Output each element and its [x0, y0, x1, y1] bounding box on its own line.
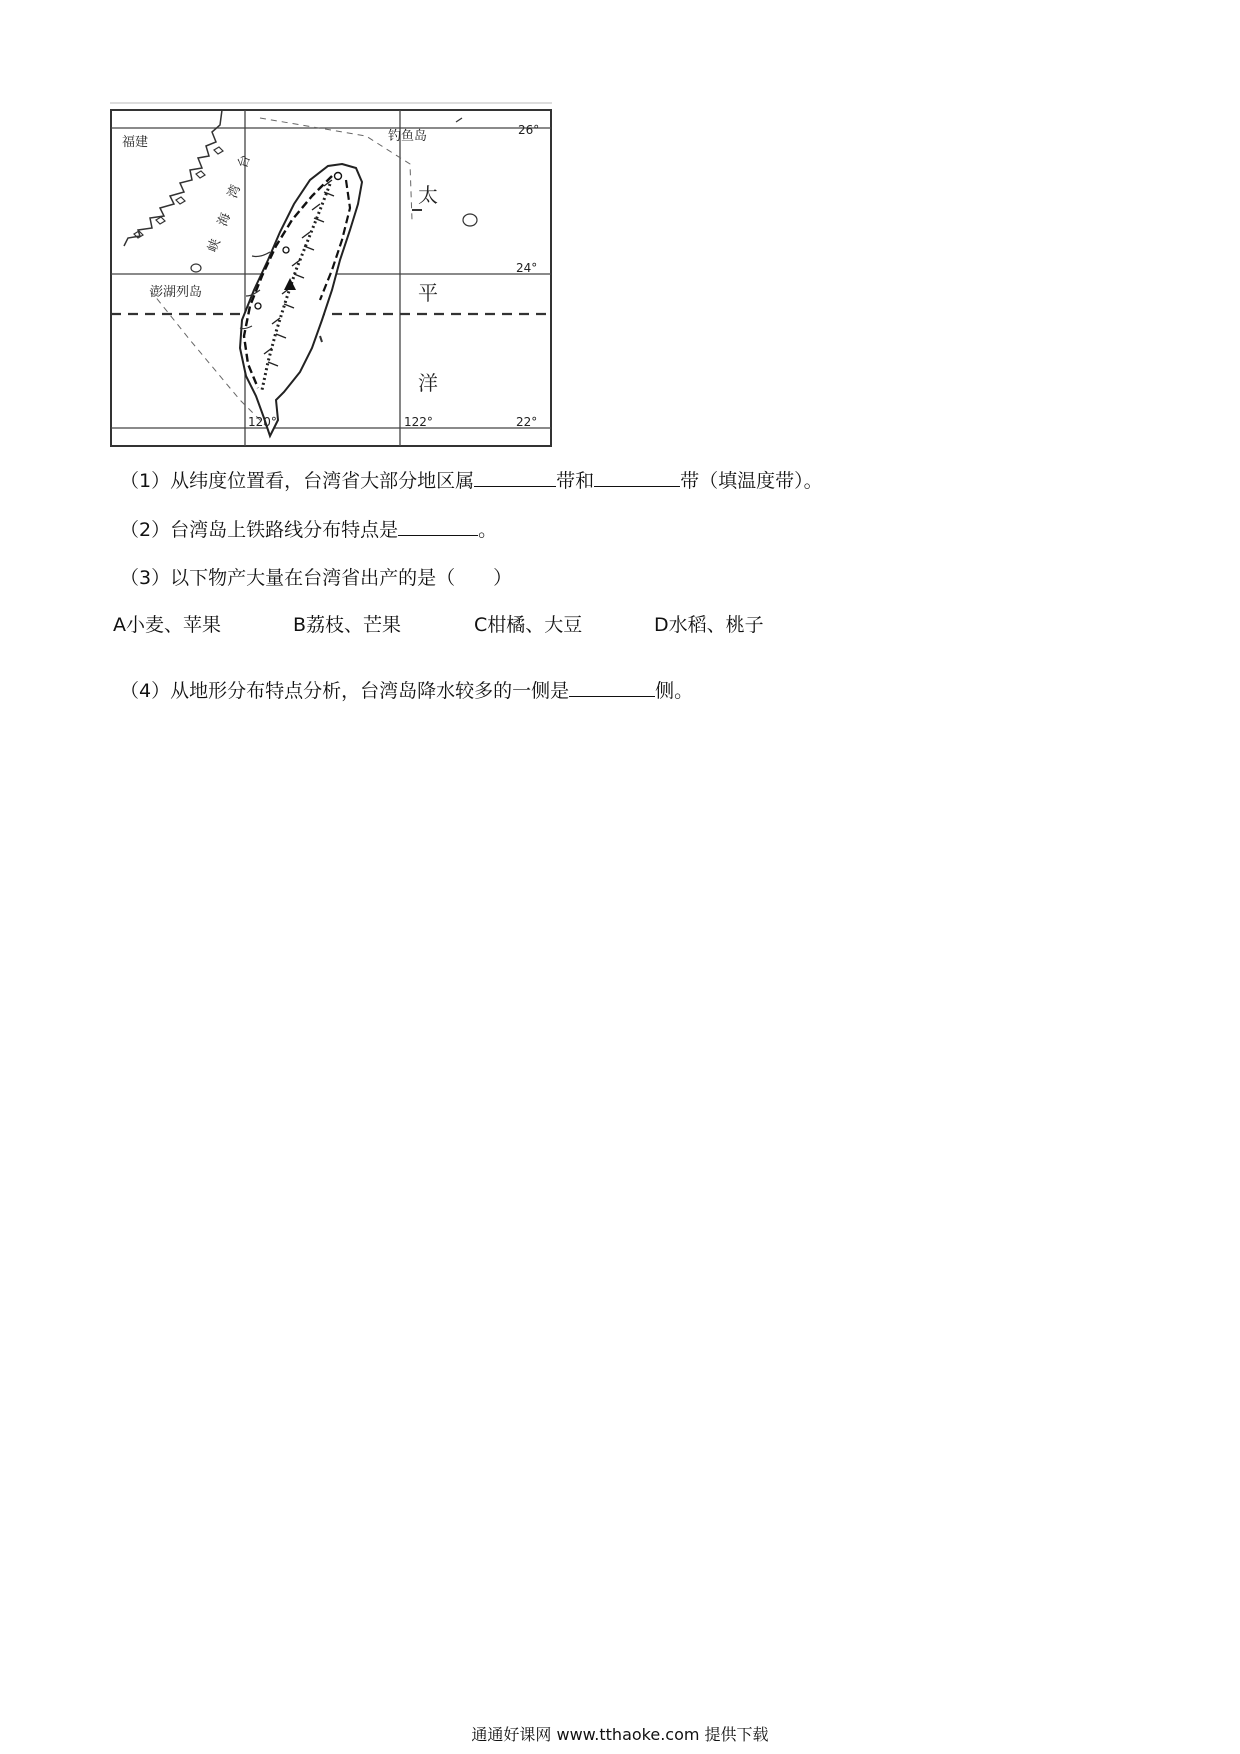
- option-c-text: 柑橘、大豆: [487, 614, 583, 636]
- map-svg: [110, 100, 552, 448]
- fujian-islets: [134, 147, 223, 238]
- city-taichung: [283, 247, 289, 253]
- taiwan-island: [240, 164, 362, 436]
- question-3-text: 以下物产大量在台湾省出产的是（ ）: [170, 567, 513, 589]
- question-4-text-b: 侧。: [655, 680, 694, 702]
- question-4: [120, 678, 693, 704]
- question-4-text-a: 从地形分布特点分析，台湾岛降水较多的一侧是: [170, 680, 570, 702]
- taiwan-map-figure: [110, 100, 552, 448]
- option-d-letter: D: [654, 614, 669, 636]
- answer-blank-1a[interactable]: [474, 468, 556, 487]
- penghu-island: [191, 264, 201, 272]
- question-3-number: （3）: [120, 567, 171, 589]
- label-fujian: 福建: [122, 135, 149, 150]
- answer-blank-2[interactable]: [398, 517, 478, 536]
- question-1: [120, 468, 823, 494]
- question-2-text-a: 台湾岛上铁路线分布特点是: [170, 519, 399, 541]
- label-lon-120: 120°: [248, 415, 277, 429]
- label-lat-22: 22°: [516, 415, 538, 429]
- option-c[interactable]: [474, 612, 654, 638]
- question-3: [120, 565, 512, 591]
- city-tainan: [255, 303, 261, 309]
- question-2-number: （2）: [120, 519, 171, 541]
- answer-blank-4[interactable]: [569, 678, 655, 697]
- question-1-number: （1）: [120, 470, 171, 492]
- option-a-text: 小麦、苹果: [126, 614, 222, 636]
- question-2-text-b: 。: [478, 519, 498, 541]
- question-3-options: [113, 612, 764, 638]
- label-lon-122: 122°: [404, 415, 433, 429]
- label-lat-26: 26°: [518, 123, 540, 137]
- option-b-text: 荔枝、芒果: [306, 614, 402, 636]
- option-d-text: 水稻、桃子: [668, 614, 764, 636]
- option-b[interactable]: [293, 612, 474, 638]
- option-c-letter: C: [474, 614, 488, 636]
- option-a[interactable]: [113, 612, 293, 638]
- question-2: [120, 517, 497, 543]
- green-island-mark: [320, 336, 322, 342]
- option-d[interactable]: [654, 612, 764, 638]
- question-1-text-b: 带和: [556, 470, 595, 492]
- question-1-text-a: 从纬度位置看，台湾省大部分地区属: [170, 470, 475, 492]
- question-4-number: （4）: [120, 680, 171, 702]
- page-footer: 通通好课网 www.tthaoke.com 提供下载: [471, 1725, 769, 1744]
- city-taipei: [335, 173, 342, 180]
- label-strait-4: 峡: [205, 237, 224, 255]
- option-a-letter: A: [113, 614, 126, 636]
- label-strait-2: 湾: [225, 183, 244, 201]
- option-b-letter: B: [293, 614, 307, 636]
- label-penghu: 澎湖列岛: [150, 285, 203, 300]
- answer-blank-1b[interactable]: [594, 468, 680, 487]
- question-1-text-c: 带（填温度带）。: [680, 470, 823, 492]
- yonaguni-island: [463, 214, 477, 226]
- label-pacific-3: 洋: [418, 371, 438, 395]
- fujian-coastline: [124, 110, 222, 246]
- label-diaoyu: 钓鱼岛: [388, 129, 428, 144]
- label-strait-1: 台: [235, 153, 254, 171]
- label-lat-24: 24°: [516, 261, 538, 275]
- label-pacific-2: 平: [418, 281, 438, 305]
- label-pacific-1: 太: [418, 183, 438, 207]
- label-strait-3: 海: [215, 211, 234, 229]
